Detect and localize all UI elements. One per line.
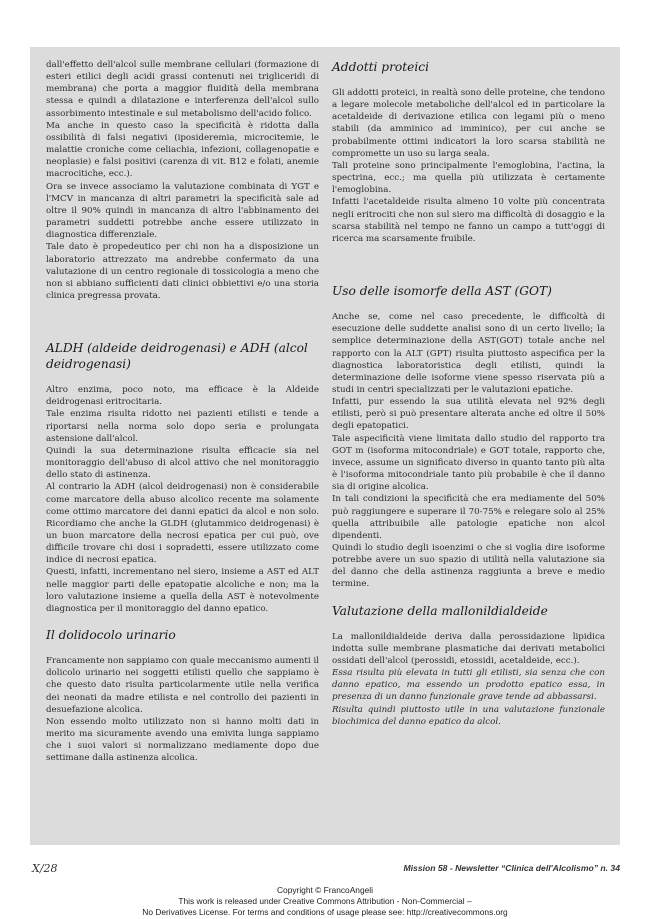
paragraph: Tale aspecificità viene limitata dallo studio del rapporto tra GOT m (isoforma mitocondriale) e GOT totale, rapporto che, invece, assume un significato diverso in quanto tanto più alta è l'isoforma mitocondriale tanto più probabile è che il danno sia di origine alcolica. [332, 433, 605, 493]
paragraph: Tale dato è propedeutico per chi non ha a disposizione un laboratorio attrezzato ma andrebbe confermato da una valutazione di un centro regionale di tossicologia a meno che non si abbiano sufficienti dati clinici obbiettivi e/o una storia clinica pregressa provata. [46, 242, 319, 301]
page-number: X/28 [32, 862, 58, 875]
section-title-aldh: ALDH (aldeide deidrogenasi) e ADH (alcol deidrogenasi) [46, 341, 308, 372]
section-title-addotti: Addotti proteici [332, 60, 430, 74]
paragraph: dall'effetto dell'alcol sulle membrane cellulari (formazione di esteri etilici degli acidi grassi contenuti nei trigliceridi di membrana) che porta a maggior fluidità della membrana stessa e quindi a dilatazione e interferenza dell'alcol sullo assorbimento intestinale e sul metabolismo dell'acido folico. [46, 60, 319, 119]
section-title-ast: Uso delle isomorfe della AST (GOT) [332, 284, 552, 299]
page-content-panel [30, 47, 620, 845]
license-line: No Derivatives License. For terms and conditions of usage please see: http://creativecommons.org [142, 907, 508, 917]
license-notice [0, 885, 650, 918]
paragraph: Quindi la sua determinazione risulta efficacie sia nel monitoraggio dell'abuso di alcol attivo che nel monitoraggio dello stato di astinenza. [46, 445, 319, 481]
paragraph: Infatti, pur essendo la sua utilità elevata nel 92% degli etilisti, però si può presentare alterata anche ed oltre il 50% degli epatopatici. [332, 397, 605, 432]
right-column [332, 59, 605, 728]
paragraph: Anche se, come nel caso precedente, le difficoltà di esecuzione delle suddette analisi sono di un certo livello; la semplice determinazione della AST(GOT) totale anche nel rapporto con la ALT (GPT) risulta piuttosto aspecifica per la diagnostica laboratoristica degli etilisti, quindi la determinazione delle isoforme viene spesso riservata più a studi in centri specializzati per le valutazioni epatiche. [332, 312, 605, 395]
paragraph: Al contrario la ADH (alcol deidrogenasi) non è considerabile come marcatore della abuso alcolico recente ma solamente come ottimo marcatore dei danni epatici da alcol e non solo. Ricordiamo che anche la GLDH (glutammico deidrogenasi) è un buon marcatore della necrosi epatica per cui può, ove difficile trovare chi dosi i sopradetti, essere utilizzato come indice di necrosi epatica. [46, 482, 319, 566]
paragraph: Essa risulta più elevata in tutti gli etilisti, sia senza che con danno epatico, ma essendo un prodotto epatico essa, in presenza di un danno funzionale grave tende ad abbassarsi. [332, 668, 605, 703]
paragraph: Francamente non sappiamo con quale meccanismo aumenti il dolicolo urinario nei soggetti etilisti quello che sappiamo è che questo dato risulta particolarmente utile nella verifica dei neonati da madre etilista e nel controllo dei pazienti in desuefazione alcolica. [46, 656, 319, 715]
section-title-dolicolo: Il dolidocolo urinario [46, 628, 176, 643]
left-column [46, 59, 319, 765]
paragraph: Tali proteine sono principalmente l'emoglobina, l'actina, la spectrina, ecc.; ma quella più utilizzata è certamente l'emoglobina. [332, 160, 605, 196]
paragraph: Questi, infatti, incrementano nel siero, insieme a AST ed ALT nelle maggior parti delle epatopatie alcoliche e non; ma la loro valutazione insieme a quella della AST è notevolmente diagnostica per il monitoraggio del danno epatico. [46, 567, 319, 614]
paragraph: La mallonildialdeide deriva dalla perossidazione lipidica indotta sulle membrane plasmatiche dai derivati metabolici ossidati dell'alcol (perossidi, etossidi, acetaldeide, ecc.). [332, 631, 605, 666]
paragraph: Tale enzima risulta ridotto nei pazienti etilisti e tende a riportarsi nella norma solo dopo seria e prolungata astensione dall'alcol. [46, 409, 319, 444]
paragraph: In tali condizioni la specificità che era mediamente del 50% può raggiungere e superare il 70-75% e relegare solo al 25% quella attribuibile alle patologie epatiche non alcol dipendenti. [332, 494, 605, 541]
section-title-mallonildialdeide: Valutazione della mallonildialdeide [332, 603, 548, 618]
license-line: This work is released under Creative Commons Attribution - Non-Commercial – [178, 896, 472, 906]
paragraph: Infatti l'acetaldeide risulta almeno 10 volte più concentrata negli eritrociti che non sul siero ma difficoltà di dosaggio e la scarsa stabilità nel tempo ne fanno un campo a tutt'oggi di ricerca ma scarsamente fruibile. [332, 197, 605, 244]
paragraph: Altro enzima, poco noto, ma efficace è la Aldeide deidrogenasi eritrocitaria. [46, 385, 319, 408]
paragraph: Gli addotti proteici, in realtà sono delle proteine, che tendono a legare molecole metaboliche dell'alcol ed in particolare la acetaldeide di derivazione etilica con legami più o meno stabili (da amminico ad imminico), per cui anche se probabilmente ottimi indicatori la loro scarsa stabilità ne compromette un uso su larga seala. [332, 88, 605, 159]
newsletter-footer: Mission 58 - Newsletter “Clinica dell'Alcolismo” n. 34 [403, 863, 620, 873]
paragraph: Ora se invece associamo la valutazione combinata di YGT e l'MCV in mancanza di altri parametri la specificità sale ad oltre il 90% quindi in mancanza di altro l'abbinamento dei parametri suddetti potrebbe anche essere utilizzato in diagnostica differenziale. [46, 181, 319, 241]
paragraph: Risulta quindi piuttosto utile in una valutazione funzionale biochimica del danno epatico da alcol. [332, 704, 605, 727]
paragraph: Ma anche in questo caso la specificità è ridotta dalla ossibilità di falsi negativi (iposideremia, microcitemie, le malattie croniche come celiachia, infezioni, collagenopatie e neoplasie) e falsi positivi (carenza di vit. B12 e folati, anemie macrocitiche, ecc.). [46, 120, 319, 180]
paragraph: Quindi lo studio degli isoenzimi o che si voglia dire isoforme potrebbe avere un suo spazio di utilità nella valutazione sia del danno che della astinenza raggiunta a breve e medio termine. [332, 543, 605, 590]
paragraph: Non essendo molto utilizzato non si hanno molti dati in merito ma sicuramente avendo una emivita lunga sappiamo che i suoi valori si normalizzano mediamente dopo due settimane dalla astinenza alcolica. [46, 716, 319, 764]
license-line: Copyright © FrancoAngeli [276, 885, 373, 895]
